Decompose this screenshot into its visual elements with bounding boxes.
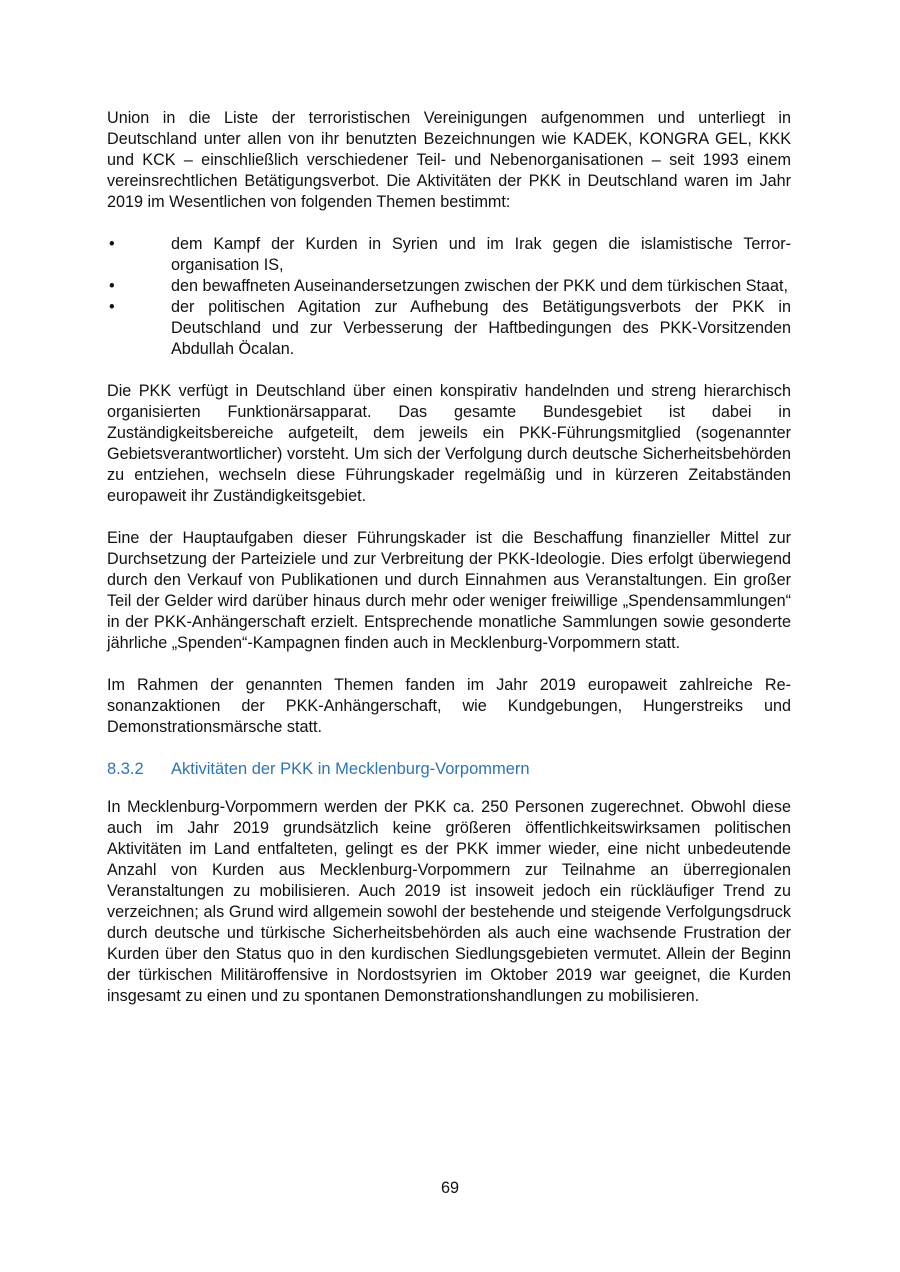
bullet-icon: • [109,277,115,295]
list-item [107,297,791,360]
bullet-icon: • [109,298,115,316]
section-number: 8.3.2 [107,760,144,778]
pkk-structure-paragraph: Die PKK verfügt in Deutschland über einen konspirativ handelnden und streng hierarchisch organisierten Funktionärsapparat. Das gesamte Bundesgebiet ist dabei in Zuständigkeitsbereiche aufgeteilt, dem jeweils ein PKK-Führungsmitglied (sogenannter Gebietsverantwortlicher) vorsteht. Um sich der Verfolgung durch deutsche Sicherheitsbehörden zu entziehen, wechseln diese Führungskader regelmäßig und in kürzeren Zeitabständen europaweit ihr Zuständigkeitsgebiet. [107,382,791,505]
section-title: Aktivitäten der PKK in Mecklenburg-Vorpommern [171,760,530,778]
intro-paragraph: Union in die Liste der terroristischen Vereinigungen aufgenommen und unterliegt in Deutschland unter allen von ihr benutzten Bezeichnungen wie KADEK, KONGRA GEL, KKK und KCK – einschließlich verschiedener Teil- und Nebenorganisationen – seit 1993 einem vereinsrechtlichen Betätigungsverbot. Die Aktivitäten der PKK in Deutschland waren im Jahr 2019 im Wesentlichen von folgenden Themen bestimmt: [107,109,791,211]
list-item-text: der politischen Agitation zur Aufhebung des Betätigungsverbots der PKK in Deutschland und zur Verbesserung der Haftbedingungen des PKK-Vorsitzenden Abdullah Öcalan. [171,298,791,358]
page-body [107,108,791,1028]
topics-list [107,234,791,360]
list-item [107,234,791,276]
section-heading [107,759,791,780]
list-item-text: den bewaffneten Auseinandersetzungen zwischen der PKK und dem türkischen Staat, [171,277,789,295]
page-number: 69 [440,1179,459,1197]
pkk-actions-paragraph: Im Rahmen der genannten Themen fanden im Jahr 2019 europaweit zahlreiche Resonanzaktionen der PKK-Anhängerschaft, wie Kundgebungen, Hungerstreiks und Demonstrationsmärsche statt. [107,676,791,736]
list-item [107,276,791,297]
pkk-finance-paragraph: Eine der Hauptaufgaben dieser Führungskader ist die Beschaffung finanzieller Mittel zur Durchsetzung der Parteiziele und zur Verbreitung der PKK-Ideologie. Dies erfolgt überwiegend durch den Verkauf von Publikationen und durch Einnahmen aus Veranstaltungen. Ein großer Teil der Gelder wird darüber hinaus durch mehr oder weniger freiwillige „Spendensammlungen“ in der PKK-Anhängerschaft erzielt. Entsprechende monatliche Sammlungen sowie gesonderte jährliche „Spenden“-Kampagnen finden auch in Mecklenburg-Vorpommern statt. [107,529,791,652]
list-item-text: dem Kampf der Kurden in Syrien und im Irak gegen die islamistische Terrororganisation IS, [171,235,791,274]
bullet-icon: • [109,235,115,253]
section-paragraph: In Mecklenburg-Vorpommern werden der PKK ca. 250 Personen zugerechnet. Obwohl diese auch im Jahr 2019 grundsätzlich keine größeren öffentlichkeitswirksamen politischen Aktivitäten im Land entfalteten, gelingt es der PKK immer wieder, eine nicht unbedeutende Anzahl von Kurden aus Mecklenburg-Vorpommern zur Teilnahme an überregionalen Veranstaltungen zu mobilisieren. Auch 2019 ist insoweit jedoch ein rückläufiger Trend zu verzeichnen; als Grund wird allgemein sowohl der bestehende und steigende Verfolgungsdruck durch deutsche und türkische Sicherheitsbehörden als auch eine wachsende Frustration der Kurden über den Status quo in den kurdischen Siedlungsgebieten vermutet. Allein der Beginn der türkischen Militäroffensive in Nordostsyrien im Oktober 2019 war geeignet, die Kurden insgesamt zu einen und zu spontanen Demonstrationshandlungen zu mobilisieren. [107,798,791,1005]
